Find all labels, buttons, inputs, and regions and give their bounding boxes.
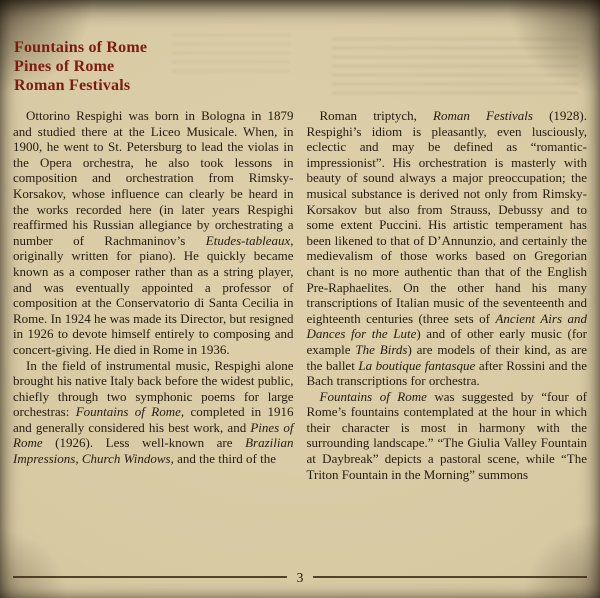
italic-text-segment: Brazilian Impressions, Church Windows, — [13, 435, 294, 467]
page-number: 3 — [296, 569, 304, 585]
italic-text-segment: The Birds — [355, 341, 408, 357]
right-column — [307, 108, 588, 482]
footer-rule-left — [13, 576, 287, 578]
italic-text-segment: Fountains of Rome — [75, 404, 181, 420]
showthrough-texture — [332, 38, 578, 98]
left-column — [13, 108, 294, 482]
page-footer — [13, 571, 587, 585]
text-segment: after Rossini and the Bach transcriptions for orchestra. — [306, 357, 587, 389]
text-segment: Ottorino Respighi was born in Bologna in 1879 and studied there at the Liceo Musicale. When, in 1900, he went to St. Petersburg to lead the violas in the Opera orchestra, he also took lessons in composition and orchestration from Rimsky-Korsakov, whose influence can clearly be heard in the works recorded here (in later years Respighi reaffirmed his Russian allegiance by orchestrating a number of Rachmaninov’s — [13, 108, 294, 248]
italic-text-segment: Pines of Rome — [13, 419, 294, 451]
text-segment: (1928). Respighi’s idiom is pleasantly, even lusciously, eclectic and may be defined as “romantic-impressionist”. His orchestration is masterly with beauty of sound always a major preoccupation; the musical substance is derived not only from Rimsky-Korsakov but also from Strauss, Debussy and to some extent Puccini. His artistic temperament has been likened to that of D’Annunzio, and certainly the medievalism of those works based on Gregorian chant is no more authentic than that of the English Pre-Raphaelites. On the other hand his many transcriptions of Italian music of the seventeenth and eighteenth centuries (three sets of — [306, 108, 587, 326]
page-title — [14, 38, 147, 95]
paragraph — [13, 108, 294, 358]
italic-text-segment: Roman Festivals — [433, 108, 533, 123]
italic-text-segment: La boutique fantasque — [358, 357, 476, 373]
title-line: Roman Festivals — [14, 77, 131, 94]
text-segment: ) are models of their kind, as are the ballet — [306, 341, 587, 373]
text-segment: ) and of other early music (for example — [306, 326, 587, 357]
footer-rule-right — [313, 576, 587, 578]
text-segment: Roman triptych, — [319, 108, 434, 123]
italic-text-segment: Fountains of Rome — [319, 388, 427, 404]
text-segment: and the third of the — [173, 451, 276, 467]
text-segment: was suggested by “four of Rome’s fountains contemplated at the hour in which their character is most in harmony with the surrounding landscape.” “The Giulia Valley Fountain at Daybreak” depicts a pastoral scene, while “The Triton Fountain in the Morning” summons — [306, 388, 588, 482]
text-columns — [13, 108, 587, 482]
paragraph — [13, 358, 294, 467]
title-line: Pines of Rome — [14, 58, 115, 75]
italic-text-segment: Ancient Airs and Dances for the Lute — [306, 310, 587, 342]
title-line: Fountains of Rome — [14, 39, 148, 56]
showthrough-texture — [172, 34, 290, 72]
text-segment: originally written for piano). He quickly became known as a composer rather than as a string player, and was eventually appointed a professor of composition at the Conservatorio di Santa Cecilia in Rome. In 1924 he was made its Director, but resigned in 1926 to devote himself entirely to composing and concert-giving. He died in Rome in 1936. — [13, 248, 294, 357]
text-segment: , completed in 1916 and generally considered his best work, and — [13, 404, 294, 435]
text-segment: In the field of instrumental music, Respighi alone brought his native Italy back before the widest public, chiefly through two symphonic poems for large orchestras: — [13, 357, 294, 420]
paragraph — [307, 389, 588, 483]
italic-text-segment: Etudes-tableaux, — [205, 232, 294, 248]
text-segment: (1926). Less well-known are — [42, 435, 246, 451]
paragraph — [307, 108, 588, 389]
